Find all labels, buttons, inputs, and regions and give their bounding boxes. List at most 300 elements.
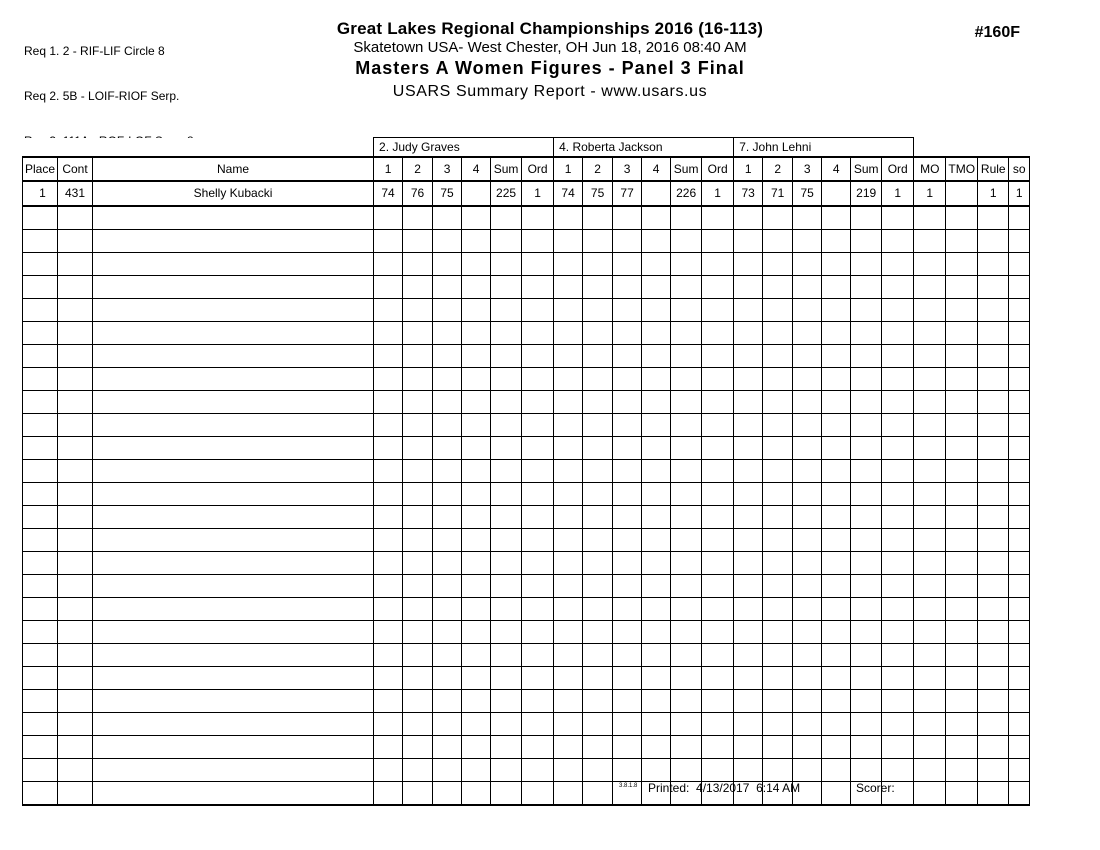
printed-timestamp: Printed: 4/13/2017 6:14 AM xyxy=(648,781,801,795)
empty-cell xyxy=(58,276,93,299)
empty-cell xyxy=(93,713,374,736)
empty-cell xyxy=(946,598,978,621)
empty-cell xyxy=(554,782,583,806)
empty-cell xyxy=(946,322,978,345)
j2-score-1: 74 xyxy=(554,181,583,206)
empty-row xyxy=(23,391,1030,414)
empty-cell xyxy=(978,414,1009,437)
empty-cell xyxy=(491,713,522,736)
empty-row xyxy=(23,368,1030,391)
empty-cell xyxy=(978,552,1009,575)
empty-cell xyxy=(734,206,763,230)
empty-cell xyxy=(914,667,946,690)
header-spacer-left xyxy=(23,138,374,158)
empty-cell xyxy=(491,460,522,483)
empty-cell xyxy=(613,368,642,391)
empty-cell xyxy=(978,368,1009,391)
empty-cell xyxy=(58,391,93,414)
empty-cell xyxy=(851,506,882,529)
empty-cell xyxy=(554,667,583,690)
empty-cell xyxy=(522,598,554,621)
empty-cell xyxy=(978,529,1009,552)
empty-cell xyxy=(914,690,946,713)
empty-cell xyxy=(793,759,822,782)
empty-cell xyxy=(978,483,1009,506)
empty-cell xyxy=(93,644,374,667)
empty-cell xyxy=(554,437,583,460)
empty-cell xyxy=(1009,690,1030,713)
empty-cell xyxy=(822,368,851,391)
empty-cell xyxy=(978,230,1009,253)
empty-cell xyxy=(554,713,583,736)
empty-cell xyxy=(374,230,403,253)
empty-cell xyxy=(822,253,851,276)
empty-cell xyxy=(433,529,462,552)
empty-cell xyxy=(671,644,702,667)
empty-cell xyxy=(793,621,822,644)
empty-cell xyxy=(583,368,613,391)
empty-cell xyxy=(583,276,613,299)
empty-cell xyxy=(914,506,946,529)
empty-cell xyxy=(522,253,554,276)
empty-cell xyxy=(58,206,93,230)
empty-cell xyxy=(374,690,403,713)
empty-cell xyxy=(433,368,462,391)
empty-cell xyxy=(462,552,491,575)
empty-cell xyxy=(793,644,822,667)
empty-cell xyxy=(793,483,822,506)
empty-row xyxy=(23,460,1030,483)
empty-cell xyxy=(734,529,763,552)
empty-cell xyxy=(671,529,702,552)
empty-cell xyxy=(462,667,491,690)
empty-cell xyxy=(671,206,702,230)
empty-cell xyxy=(374,206,403,230)
empty-cell xyxy=(462,460,491,483)
empty-cell xyxy=(882,667,914,690)
j1-sum: 225 xyxy=(491,181,522,206)
judge-2-name: 4. Roberta Jackson xyxy=(554,138,734,158)
empty-cell xyxy=(882,345,914,368)
empty-cell xyxy=(462,506,491,529)
empty-cell xyxy=(946,391,978,414)
empty-cell xyxy=(403,345,433,368)
empty-cell xyxy=(1009,206,1030,230)
empty-cell xyxy=(433,437,462,460)
empty-cell xyxy=(671,253,702,276)
empty-cell xyxy=(58,414,93,437)
empty-cell xyxy=(793,322,822,345)
empty-cell xyxy=(978,322,1009,345)
col-header-j2-sum: Sum xyxy=(671,157,702,181)
empty-cell xyxy=(374,621,403,644)
empty-cell xyxy=(946,782,978,806)
empty-cell xyxy=(946,437,978,460)
empty-cell xyxy=(23,529,58,552)
empty-cell xyxy=(822,736,851,759)
empty-cell xyxy=(822,506,851,529)
empty-cell xyxy=(554,322,583,345)
empty-cell xyxy=(882,644,914,667)
empty-cell xyxy=(734,552,763,575)
empty-cell xyxy=(1009,598,1030,621)
empty-cell xyxy=(642,644,671,667)
empty-cell xyxy=(734,713,763,736)
j2-sum: 226 xyxy=(671,181,702,206)
empty-cell xyxy=(23,598,58,621)
empty-cell xyxy=(946,299,978,322)
empty-cell xyxy=(522,667,554,690)
empty-cell xyxy=(93,460,374,483)
empty-cell xyxy=(671,230,702,253)
empty-cell xyxy=(403,276,433,299)
empty-cell xyxy=(914,206,946,230)
req-line-2: Req 2. 5B - LOIF-RIOF Serp. xyxy=(24,89,180,103)
empty-cell xyxy=(702,437,734,460)
empty-cell xyxy=(914,299,946,322)
empty-cell xyxy=(93,414,374,437)
empty-cell xyxy=(763,759,793,782)
empty-cell xyxy=(374,483,403,506)
empty-cell xyxy=(851,690,882,713)
empty-cell xyxy=(462,345,491,368)
empty-cell xyxy=(702,621,734,644)
empty-cell xyxy=(93,667,374,690)
empty-cell xyxy=(462,437,491,460)
empty-cell xyxy=(642,345,671,368)
empty-cell xyxy=(58,759,93,782)
empty-cell xyxy=(58,782,93,806)
empty-cell xyxy=(93,759,374,782)
empty-cell xyxy=(23,782,58,806)
empty-cell xyxy=(433,759,462,782)
empty-cell xyxy=(1009,506,1030,529)
empty-cell xyxy=(642,276,671,299)
empty-cell xyxy=(822,782,851,806)
empty-cell xyxy=(946,529,978,552)
empty-cell xyxy=(671,506,702,529)
empty-cell xyxy=(403,206,433,230)
empty-cell xyxy=(914,483,946,506)
empty-cell xyxy=(763,322,793,345)
table-body xyxy=(23,181,1030,805)
empty-cell xyxy=(93,575,374,598)
empty-cell xyxy=(1009,414,1030,437)
empty-cell xyxy=(403,483,433,506)
empty-cell xyxy=(793,206,822,230)
empty-cell xyxy=(978,713,1009,736)
empty-cell xyxy=(671,736,702,759)
empty-cell xyxy=(93,253,374,276)
empty-cell xyxy=(642,506,671,529)
empty-cell xyxy=(946,621,978,644)
empty-cell xyxy=(554,483,583,506)
empty-cell xyxy=(58,621,93,644)
empty-cell xyxy=(374,460,403,483)
empty-cell xyxy=(882,552,914,575)
empty-cell xyxy=(978,598,1009,621)
j1-ord: 1 xyxy=(522,181,554,206)
empty-cell xyxy=(403,667,433,690)
empty-cell xyxy=(1009,322,1030,345)
empty-cell xyxy=(403,437,433,460)
empty-cell xyxy=(23,299,58,322)
empty-cell xyxy=(642,414,671,437)
col-header-so: so xyxy=(1009,157,1030,181)
empty-cell xyxy=(763,299,793,322)
empty-cell xyxy=(882,713,914,736)
empty-cell xyxy=(734,644,763,667)
empty-cell xyxy=(58,253,93,276)
empty-row xyxy=(23,621,1030,644)
empty-cell xyxy=(882,391,914,414)
empty-cell xyxy=(613,437,642,460)
empty-cell xyxy=(491,782,522,806)
empty-cell xyxy=(583,575,613,598)
empty-cell xyxy=(763,368,793,391)
empty-cell xyxy=(491,276,522,299)
empty-cell xyxy=(671,759,702,782)
empty-cell xyxy=(583,299,613,322)
empty-cell xyxy=(851,299,882,322)
empty-cell xyxy=(23,391,58,414)
empty-cell xyxy=(58,460,93,483)
col-header-j2-3: 3 xyxy=(613,157,642,181)
empty-cell xyxy=(702,299,734,322)
empty-cell xyxy=(93,368,374,391)
empty-cell xyxy=(403,782,433,806)
empty-cell xyxy=(822,713,851,736)
empty-cell xyxy=(433,644,462,667)
empty-cell xyxy=(734,598,763,621)
empty-cell xyxy=(23,690,58,713)
empty-cell xyxy=(914,414,946,437)
empty-cell xyxy=(822,414,851,437)
empty-cell xyxy=(702,322,734,345)
empty-cell xyxy=(822,391,851,414)
empty-cell xyxy=(403,460,433,483)
empty-cell xyxy=(403,322,433,345)
empty-cell xyxy=(914,736,946,759)
empty-cell xyxy=(642,230,671,253)
j3-score-1: 73 xyxy=(734,181,763,206)
empty-cell xyxy=(583,206,613,230)
empty-cell xyxy=(93,322,374,345)
empty-cell xyxy=(462,299,491,322)
empty-cell xyxy=(946,736,978,759)
empty-cell xyxy=(462,391,491,414)
empty-cell xyxy=(613,345,642,368)
empty-cell xyxy=(882,368,914,391)
col-header-name: Name xyxy=(93,157,374,181)
empty-cell xyxy=(1009,460,1030,483)
empty-cell xyxy=(374,713,403,736)
empty-cell xyxy=(583,506,613,529)
empty-cell xyxy=(1009,644,1030,667)
col-header-j1-3: 3 xyxy=(433,157,462,181)
empty-cell xyxy=(433,299,462,322)
empty-cell xyxy=(793,437,822,460)
empty-cell xyxy=(403,552,433,575)
empty-cell xyxy=(23,345,58,368)
empty-cell xyxy=(58,713,93,736)
empty-cell xyxy=(946,667,978,690)
empty-cell xyxy=(793,506,822,529)
empty-cell xyxy=(374,529,403,552)
empty-cell xyxy=(763,529,793,552)
empty-cell xyxy=(583,345,613,368)
empty-cell xyxy=(491,253,522,276)
empty-cell xyxy=(613,299,642,322)
document-number: #160F xyxy=(974,24,1020,41)
empty-cell xyxy=(946,644,978,667)
empty-cell xyxy=(93,391,374,414)
empty-cell xyxy=(374,667,403,690)
empty-cell xyxy=(946,483,978,506)
empty-cell xyxy=(822,575,851,598)
empty-cell xyxy=(403,414,433,437)
empty-cell xyxy=(642,299,671,322)
empty-cell xyxy=(93,276,374,299)
empty-cell xyxy=(946,368,978,391)
col-header-j3-ord: Ord xyxy=(882,157,914,181)
empty-cell xyxy=(462,713,491,736)
empty-cell xyxy=(978,299,1009,322)
empty-cell xyxy=(734,483,763,506)
result-row xyxy=(23,181,1030,206)
col-header-mo: MO xyxy=(914,157,946,181)
empty-cell xyxy=(882,322,914,345)
empty-cell xyxy=(522,782,554,806)
empty-cell xyxy=(702,253,734,276)
empty-cell xyxy=(793,345,822,368)
empty-cell xyxy=(583,713,613,736)
empty-cell xyxy=(522,759,554,782)
empty-cell xyxy=(522,644,554,667)
empty-cell xyxy=(702,483,734,506)
empty-cell xyxy=(882,299,914,322)
empty-cell xyxy=(23,253,58,276)
empty-cell xyxy=(433,506,462,529)
empty-cell xyxy=(914,621,946,644)
empty-cell xyxy=(702,529,734,552)
empty-cell xyxy=(822,621,851,644)
empty-cell xyxy=(642,575,671,598)
empty-cell xyxy=(851,552,882,575)
empty-cell xyxy=(882,276,914,299)
empty-cell xyxy=(462,736,491,759)
empty-cell xyxy=(822,644,851,667)
empty-cell xyxy=(702,713,734,736)
empty-cell xyxy=(914,759,946,782)
empty-cell xyxy=(433,391,462,414)
empty-cell xyxy=(58,483,93,506)
empty-cell xyxy=(882,690,914,713)
empty-cell xyxy=(734,506,763,529)
empty-cell xyxy=(642,621,671,644)
col-header-j3-1: 1 xyxy=(734,157,763,181)
req-line-1: Req 1. 2 - RIF-LIF Circle 8 xyxy=(24,44,165,58)
empty-cell xyxy=(58,230,93,253)
empty-cell xyxy=(554,230,583,253)
empty-cell xyxy=(403,506,433,529)
empty-cell xyxy=(734,690,763,713)
empty-cell xyxy=(642,736,671,759)
empty-cell xyxy=(914,276,946,299)
j1-score-4 xyxy=(462,181,491,206)
event-title: Masters A Women Figures - Panel 3 Final xyxy=(355,58,745,78)
header-spacer-right xyxy=(914,138,1030,158)
empty-cell xyxy=(522,322,554,345)
empty-cell xyxy=(882,206,914,230)
empty-cell xyxy=(491,483,522,506)
empty-cell xyxy=(374,552,403,575)
empty-cell xyxy=(642,391,671,414)
empty-cell xyxy=(374,782,403,806)
empty-cell xyxy=(462,529,491,552)
empty-cell xyxy=(882,759,914,782)
empty-cell xyxy=(978,253,1009,276)
empty-cell xyxy=(403,598,433,621)
empty-cell xyxy=(403,713,433,736)
empty-cell xyxy=(374,575,403,598)
empty-cell xyxy=(491,621,522,644)
empty-cell xyxy=(793,230,822,253)
empty-row xyxy=(23,322,1030,345)
empty-row xyxy=(23,253,1030,276)
empty-cell xyxy=(946,759,978,782)
empty-cell xyxy=(642,529,671,552)
empty-cell xyxy=(914,529,946,552)
empty-cell xyxy=(1009,621,1030,644)
empty-cell xyxy=(613,667,642,690)
empty-cell xyxy=(433,713,462,736)
empty-row xyxy=(23,644,1030,667)
empty-cell xyxy=(93,736,374,759)
empty-cell xyxy=(93,529,374,552)
col-header-j1-4: 4 xyxy=(462,157,491,181)
empty-cell xyxy=(822,460,851,483)
empty-cell xyxy=(978,391,1009,414)
empty-cell xyxy=(822,276,851,299)
empty-cell xyxy=(1009,437,1030,460)
empty-cell xyxy=(23,667,58,690)
empty-cell xyxy=(763,598,793,621)
empty-cell xyxy=(763,621,793,644)
empty-cell xyxy=(613,322,642,345)
empty-cell xyxy=(1009,552,1030,575)
empty-cell xyxy=(882,506,914,529)
j1-score-3: 75 xyxy=(433,181,462,206)
empty-row xyxy=(23,552,1030,575)
empty-cell xyxy=(613,759,642,782)
empty-cell xyxy=(946,414,978,437)
empty-cell xyxy=(946,460,978,483)
empty-cell xyxy=(613,598,642,621)
col-header-place: Place xyxy=(23,157,58,181)
score-table xyxy=(22,137,1030,806)
empty-cell xyxy=(702,736,734,759)
empty-cell xyxy=(978,276,1009,299)
empty-row xyxy=(23,230,1030,253)
empty-row xyxy=(23,299,1030,322)
empty-cell xyxy=(491,552,522,575)
empty-cell xyxy=(491,667,522,690)
empty-row xyxy=(23,736,1030,759)
empty-cell xyxy=(1009,529,1030,552)
empty-cell xyxy=(403,690,433,713)
empty-cell xyxy=(374,322,403,345)
